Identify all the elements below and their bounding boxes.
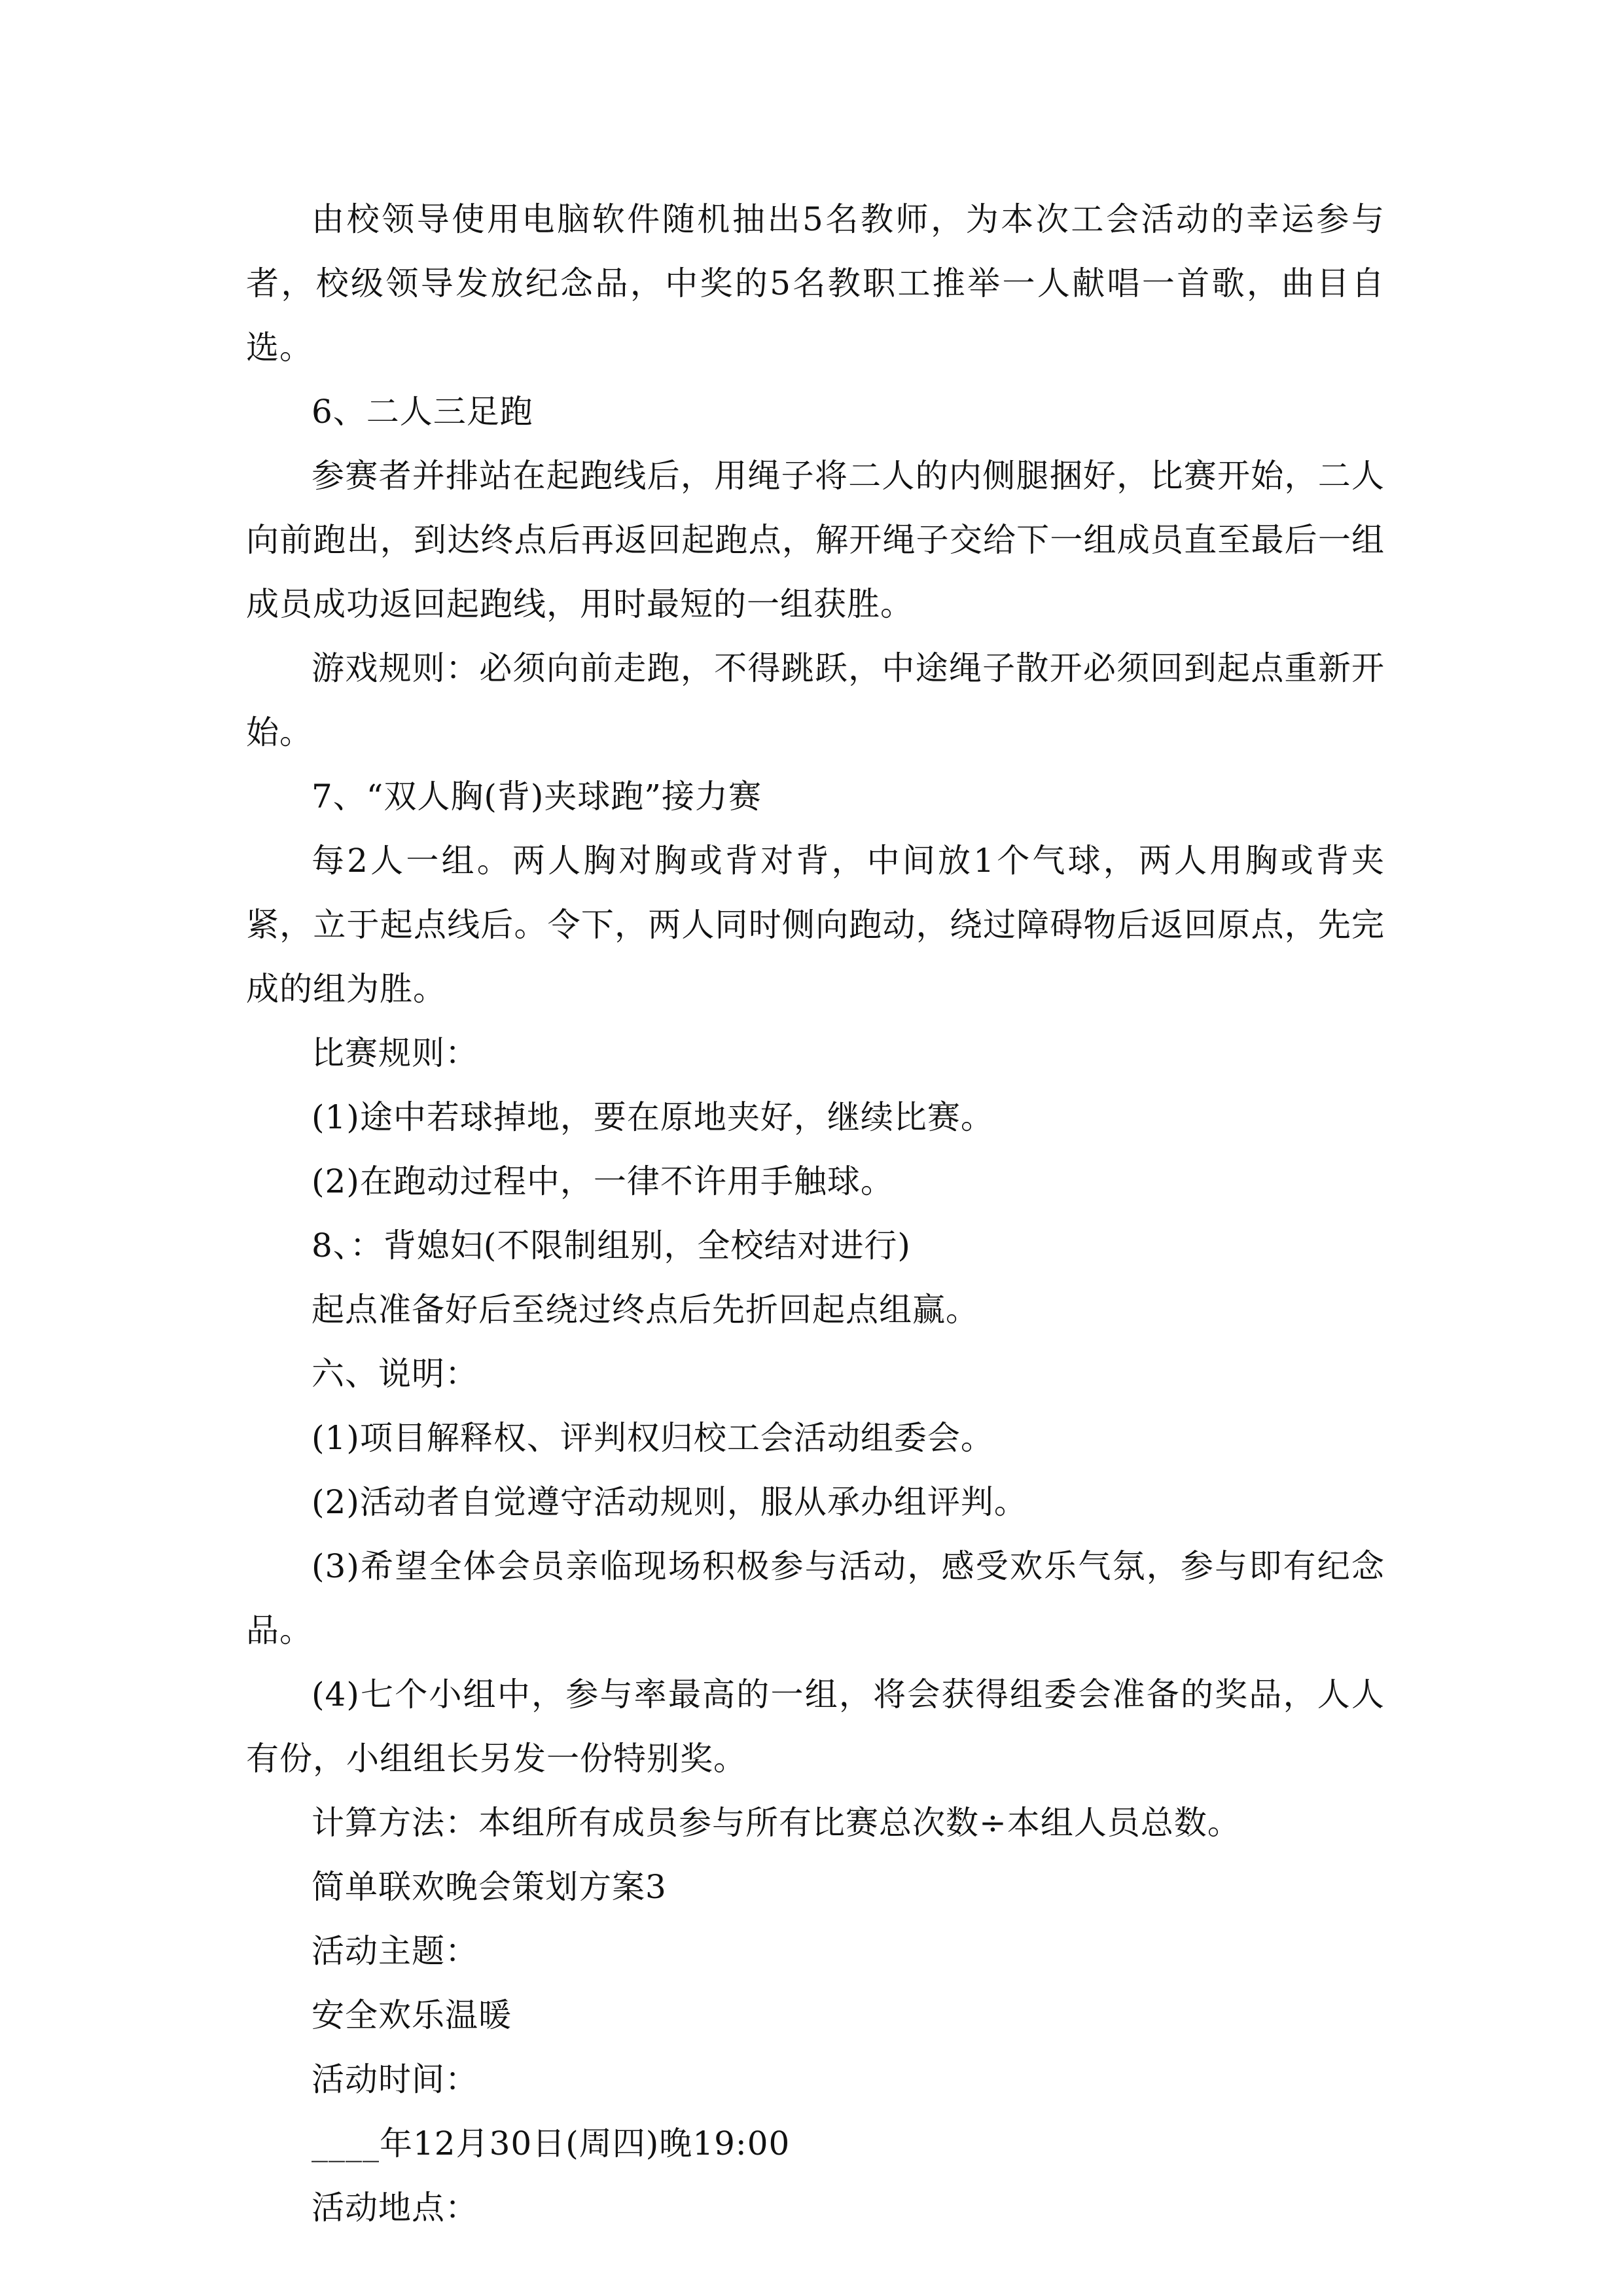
paragraph-carry-wife: 起点准备好后至绕过终点后先折回起点组赢。	[312, 1291, 979, 1329]
heading-plan-3: 简单联欢晚会策划方案3	[312, 1868, 667, 1906]
value-activity-time: ____年12月30日(周四)晚19:00	[312, 2125, 791, 2162]
paragraph-game-rules: 游戏规则：必须向前走跑，不得跳跃，中途绳子散开必须回到起点重新开始。	[246, 649, 1385, 751]
label-activity-theme: 活动主题：	[312, 1932, 478, 1970]
document-body	[246, 187, 1385, 2240]
heading-balloon-relay: 7、“双人胸(背)夹球跑”接力赛	[312, 778, 762, 816]
paragraph-rule-2: (2)在跑动过程中，一律不许用手触球。	[312, 1162, 894, 1200]
value-activity-theme: 安全欢乐温暖	[312, 1996, 512, 2034]
heading-three-legged-race: 6、二人三足跑	[312, 393, 533, 431]
label-activity-location: 活动地点：	[312, 2189, 478, 2227]
heading-competition-rules: 比赛规则：	[312, 1034, 478, 1072]
paragraph-lucky-draw: 由校领导使用电脑软件随机抽出5名教师，为本次工会活动的幸运参与者，校级领导发放纪念品，中奖的5名教职工推举一人献唱一首歌，曲目自选。	[246, 200, 1385, 367]
heading-notes: 六、说明：	[312, 1355, 478, 1393]
paragraph-note-4: (4)七个小组中，参与率最高的一组，将会获得组委会准备的奖品，人人有份，小组组长另发一份特别奖。	[246, 1676, 1385, 1778]
paragraph-three-legged-race-rules: 参赛者并排站在起跑线后，用绳子将二人的内侧腿捆好，比赛开始，二人向前跑出，到达终点后再返回起跑点，解开绳子交给下一组成员直至最后一组成员成功返回起跑线，用时最短的一组获胜。	[246, 457, 1385, 623]
paragraph-note-2: (2)活动者自觉遵守活动规则，服从承办组评判。	[312, 1483, 1027, 1521]
heading-carry-wife: 8、：背媳妇(不限制组别，全校结对进行)	[312, 1227, 911, 1265]
paragraph-calculation-method: 计算方法：本组所有成员参与所有比赛总次数÷本组人员总数。	[312, 1804, 1241, 1842]
paragraph-note-3: (3)希望全体会员亲临现场积极参与活动，感受欢乐气氛，参与即有纪念品。	[246, 1547, 1385, 1649]
paragraph-balloon-relay: 每2人一组。两人胸对胸或背对背，中间放1个气球，两人用胸或背夹紧，立于起点线后。令下，两人同时侧向跑动，绕过障碍物后返回原点，先完成的组为胜。	[246, 842, 1385, 1008]
paragraph-note-1: (1)项目解释权、评判权归校工会活动组委会。	[312, 1419, 994, 1457]
paragraph-rule-1: (1)途中若球掉地，要在原地夹好，继续比赛。	[312, 1098, 994, 1136]
label-activity-time: 活动时间：	[312, 2060, 478, 2098]
